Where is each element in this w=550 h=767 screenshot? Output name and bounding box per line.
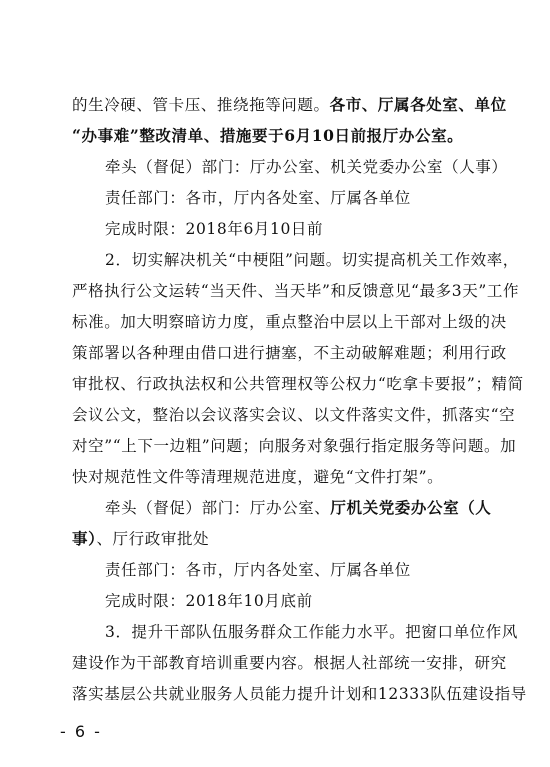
text-line-11: 会议公文，整治以会议落实会议、以文件落实文件，抓落实“空 [72, 406, 516, 424]
responsible-department-2: 责任部门：各市，厅内各处室、厅属各单位 [105, 561, 411, 579]
text-line-20: 落实基层公共就业服务人员能力提升计划和12333队伍建设指导 [72, 685, 527, 703]
text-line-10: 审批权、行政执法权和公共管理权等公权力“吃拿卡要报”；精简 [72, 375, 524, 393]
deadline-1: 完成时限：2018年6月10日前 [105, 220, 324, 238]
text-line-13: 快对规范性文件等清理规范进度，避免“文件打架”。 [72, 468, 444, 486]
text-line-7: 严格执行公文运转“当天件、当天毕”和反馈意见“最多3天”工作 [72, 282, 520, 300]
text-line-8: 标准。加大明察暗访力度，重点整治中层以上干部对上级的决 [72, 313, 507, 331]
deadline-2: 完成时限：2018年10月底前 [105, 592, 313, 610]
text-line-2: “办事难”整改清单、措施要于6月10日前报厅办公室。 [72, 126, 464, 145]
lead-department-2-cont: 事）、厅行政审批处 [72, 529, 210, 548]
responsible-department-1: 责任部门：各市，厅内各处室、厅属各单位 [105, 189, 411, 207]
text-line-12: 对空”“上下一边粗”问题；向服务对象强行指定服务等问题。加 [72, 437, 517, 455]
lead-department-1: 牵头（督促）部门：厅办公室、机关党委办公室（人事） [105, 158, 508, 176]
text-line-19: 建设作为干部教育培训重要内容。根据人社部统一安排，研究 [72, 654, 507, 672]
text-line-1: 的生冷硬、管卡压、推绕拖等问题。各市、厅属各处室、单位 [72, 95, 507, 114]
lead-department-2: 牵头（督促）部门：厅办公室、厅机关党委办公室（人 [105, 498, 492, 517]
page-number: - 6 - [60, 722, 102, 741]
text-line-9: 策部署以各种理由借口进行搪塞，不主动破解难题；利用行政 [72, 344, 507, 362]
item-3-heading: 3．提升干部队伍服务群众工作能力水平。把窗口单位作风 [105, 623, 518, 641]
item-2-heading: 2．切实解决机关“中梗阻”问题。切实提高机关工作效率， [105, 251, 519, 269]
